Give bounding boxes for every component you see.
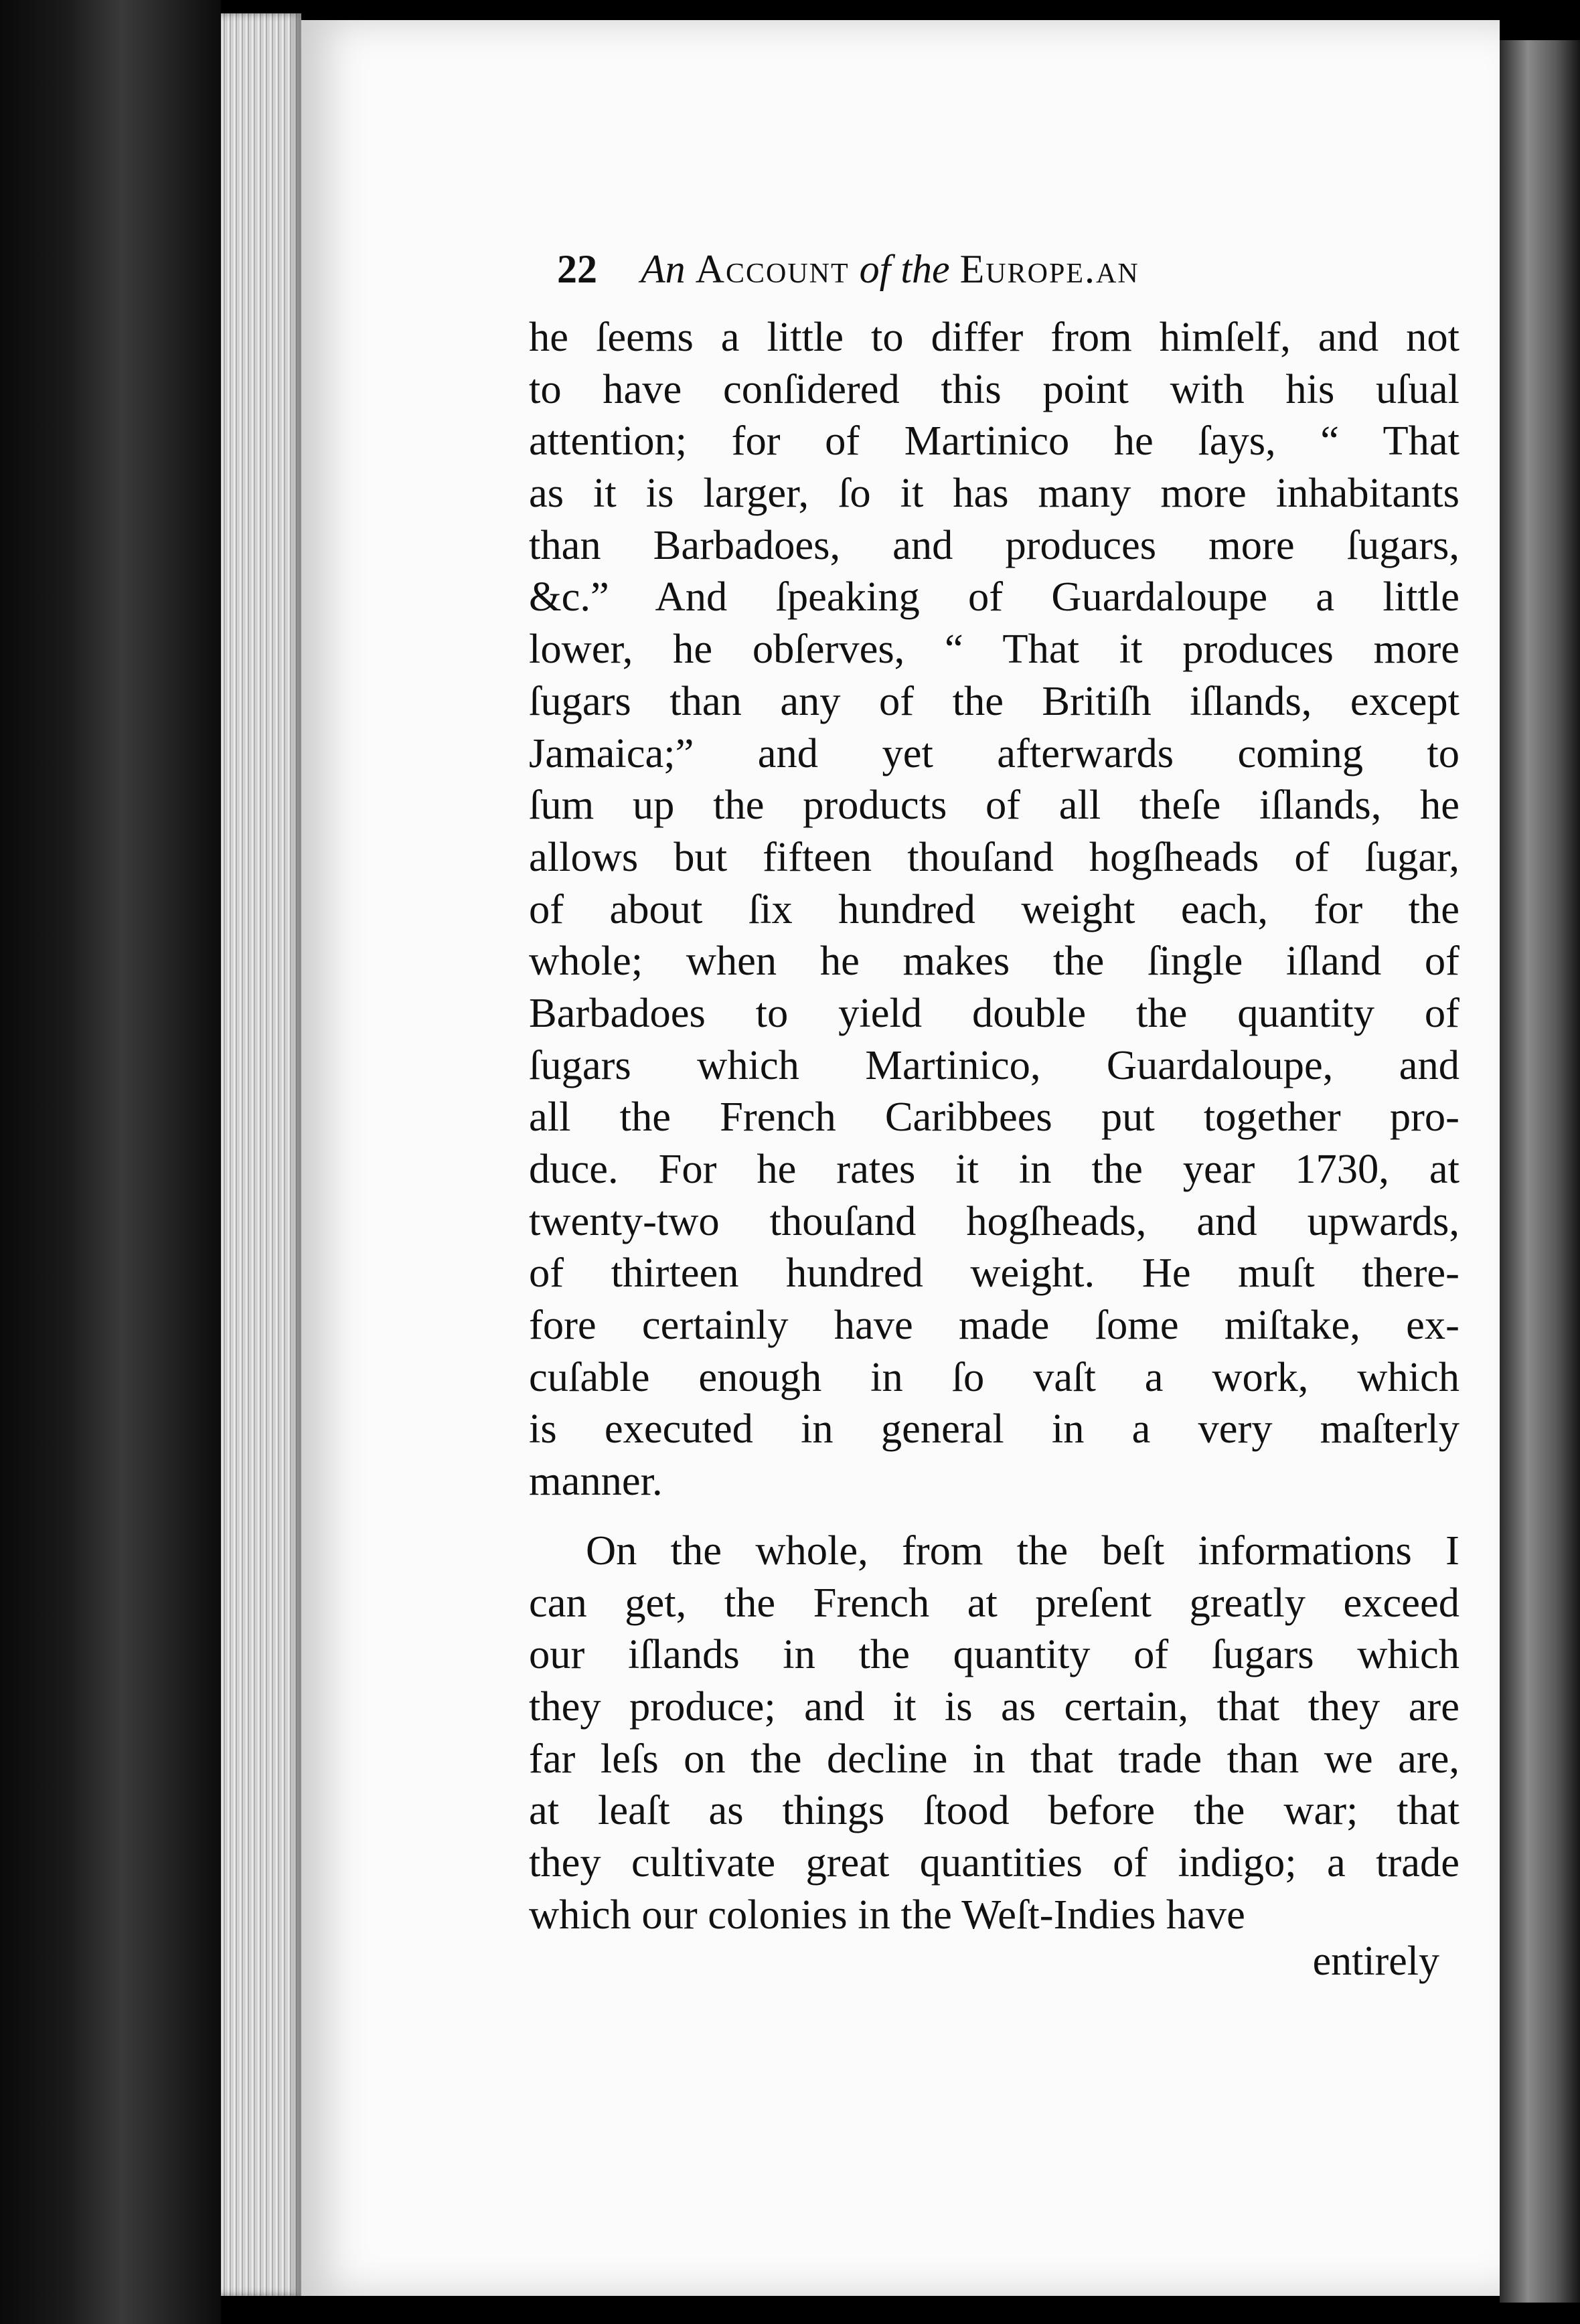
text-line: of thirteen hundred weight. He muſt there- xyxy=(529,1249,1459,1297)
text-line: fore certainly have made ſome miſtake, ex- xyxy=(529,1301,1459,1349)
text-line: ſum up the products of all theſe iſlands, he xyxy=(529,781,1459,829)
body-text xyxy=(529,311,1459,1940)
text-line: they cultivate great quantities of indigo; a trade xyxy=(529,1838,1459,1886)
text-line: as it is larger, ſo it has many more inhabitants xyxy=(529,469,1459,517)
text-line: attention; for of Martinico he ſays, “ That xyxy=(529,417,1459,465)
text-line: can get, the French at preſent greatly exceed xyxy=(529,1578,1459,1626)
text-line: whole; when he makes the ſingle iſland of xyxy=(529,937,1459,985)
text-line: duce. For he rates it in the year 1730, at xyxy=(529,1145,1459,1192)
book-page-stack xyxy=(221,13,301,2296)
text-line: On the whole, from the beſt informations I xyxy=(586,1526,1459,1574)
text-line: ſugars than any of the Britiſh iſlands, except xyxy=(529,677,1459,724)
text-line: ſugars which Martinico, Guardaloupe, and xyxy=(529,1041,1459,1088)
text-line: of about ſix hundred weight each, for the xyxy=(529,885,1459,932)
running-head-european: Europe.an xyxy=(959,247,1139,291)
scan-dark-border-right xyxy=(1500,40,1580,2303)
paragraph-2 xyxy=(529,1525,1459,1941)
catchword: entirely xyxy=(1312,1938,1439,1984)
running-head-title xyxy=(641,247,1139,291)
paragraph-1 xyxy=(529,311,1459,1507)
text-line: than Barbadoes, and produces more ſugars, xyxy=(529,521,1459,568)
text-line: to have conſidered this point with his uſual xyxy=(529,365,1459,412)
text-line: twenty-two thouſand hogſheads, and upwards, xyxy=(529,1197,1459,1244)
text-line: all the French Caribbees put together pro- xyxy=(529,1093,1459,1141)
scan-dark-border-left xyxy=(0,0,221,2324)
running-head-account: Account xyxy=(695,247,850,291)
text-line: &c.” And ſpeaking of Guardaloupe a little xyxy=(529,573,1459,620)
text-line: at leaſt as things ſtood before the war; that xyxy=(529,1787,1459,1834)
text-line: far leſs on the decline in that trade than we are, xyxy=(529,1734,1459,1782)
running-head xyxy=(557,246,1401,293)
text-line: cuſable enough in ſo vaſt a work, which xyxy=(529,1353,1459,1400)
text-line: Barbadoes to yield double the quantity of xyxy=(529,989,1459,1036)
text-line: which our colonies in the Weſt-Indies have xyxy=(529,1890,1245,1938)
text-line: lower, he obſerves, “ That it produces more xyxy=(529,625,1459,673)
text-line: is executed in general in a very maſterly xyxy=(529,1405,1459,1452)
text-line: he ſeems a little to differ from himſelf, and not xyxy=(529,313,1459,360)
text-line: they produce; and it is as certain, that they are xyxy=(529,1682,1459,1730)
running-head-an: An xyxy=(641,247,686,291)
text-line: our iſlands in the quantity of ſugars which xyxy=(529,1631,1459,1678)
page-number: 22 xyxy=(557,247,597,291)
text-line: Jamaica;” and yet afterwards coming to xyxy=(529,729,1459,776)
text-line: allows but fifteen thouſand hogſheads of ſugar, xyxy=(529,833,1459,880)
paragraph-gap xyxy=(529,1507,1459,1525)
text-line: manner. xyxy=(529,1457,663,1505)
running-head-of-the: of the xyxy=(859,247,950,291)
